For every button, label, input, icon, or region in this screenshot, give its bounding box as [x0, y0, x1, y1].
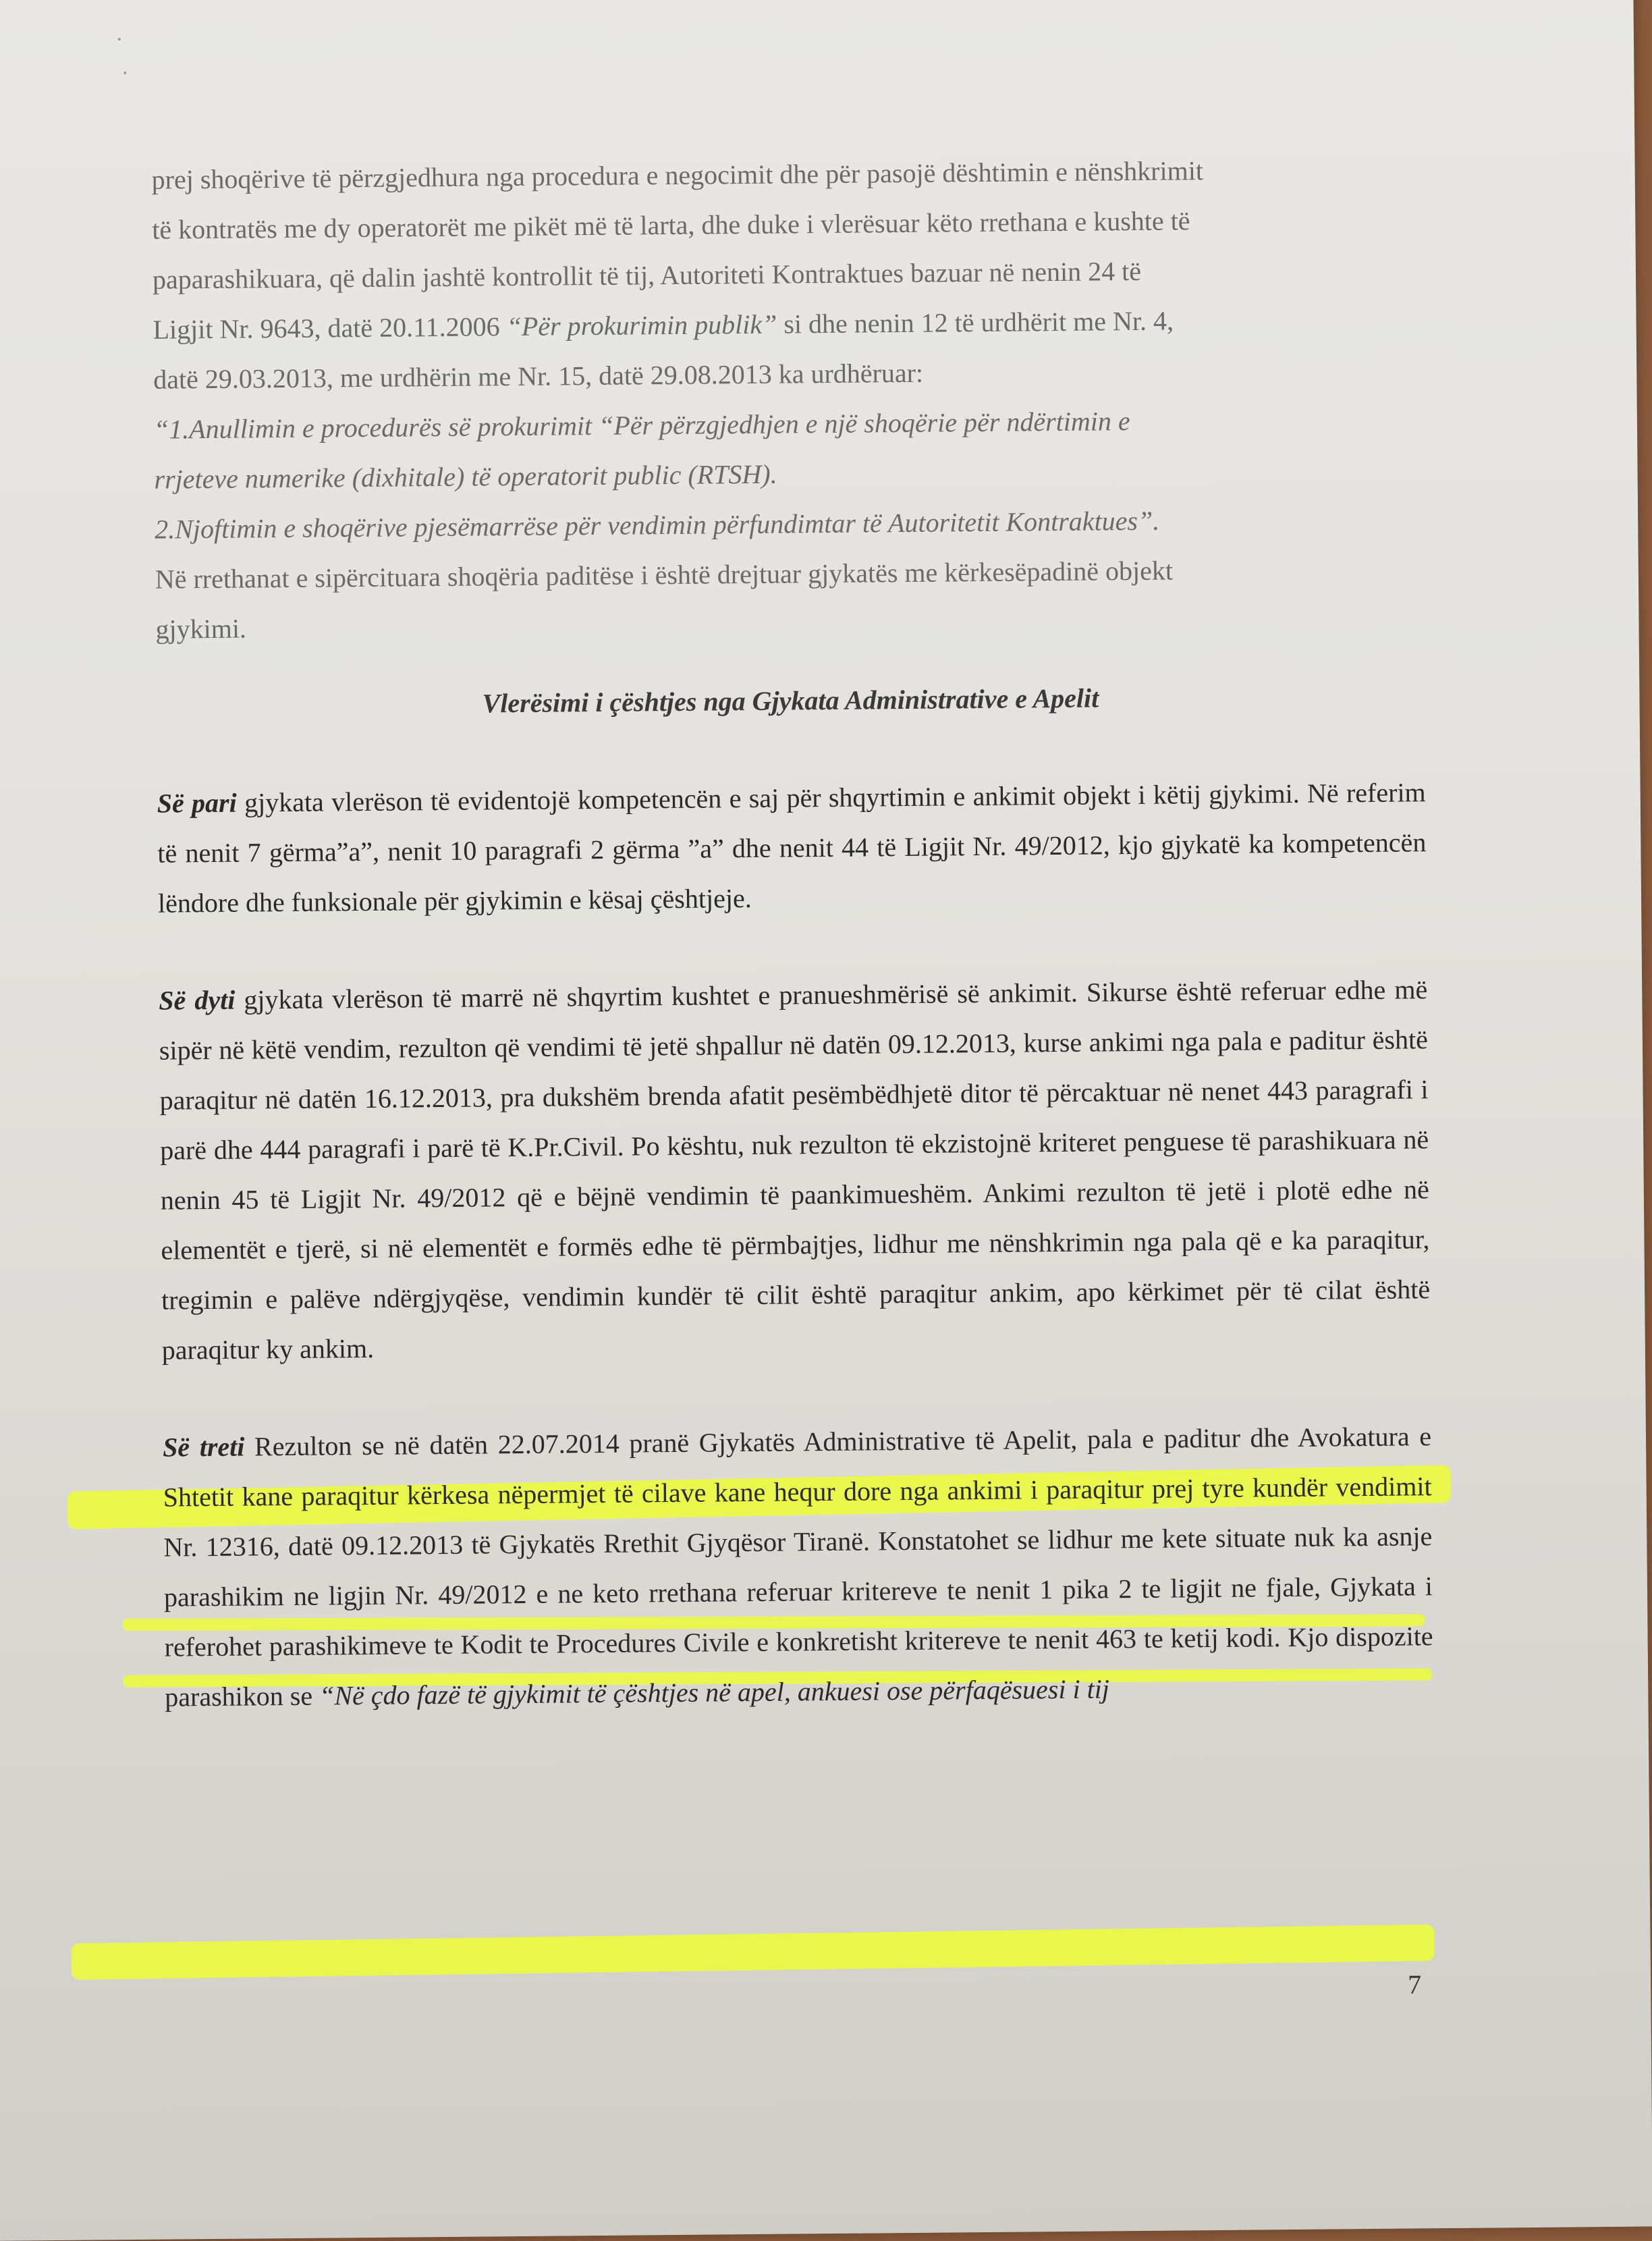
paragraph-second [159, 965, 1431, 1375]
law-title: “Për prokurimin publik” [506, 308, 777, 342]
page-number: 7 [1407, 1969, 1422, 2000]
order-item-2: 2.Njoftimin e shoqërive pjesëmarrëse për vendimin përfundimtar të Autoritetit Kontraktues”. [155, 505, 1160, 545]
paragraph-lead: Së pari [157, 787, 237, 819]
intro-line: prej shoqërive të përzgjedhura nga procedura e negocimit dhe për pasojë dështimin e nënshkrimit [151, 155, 1204, 195]
intro-line: paparashikuara, që dalin jashtë kontrollit të tij, Autoriteti Kontraktues bazuar në nenin 24 të [152, 255, 1142, 295]
order-item-1: “1.Anullimin e procedurës së prokurimit “Për përzgjedhjen e një shoqërie për ndërtimin e [153, 406, 1130, 445]
paper-speck [123, 72, 126, 74]
highlight-band [71, 1924, 1435, 1980]
document-body [151, 144, 1433, 1722]
paragraph-text: gjykata vlerëson të marrë në shqyrtim kushtet e pranueshmërisë së ankimit. Sikurse është referuar edhe më sipër në këtë vendim, rezulton që vendimi të jetë shpallur në datën 09.12.2013, kurse ankimi nga pala e paditur është paraqitur në datën 16.12.2013, pra dukshëm brenda afatit pesëmbëdhjetë ditor të përcaktuar në nenet 443 paragrafi i parë dhe 444 paragrafi i parë të K.Pr.Civil. Po kështu, nuk rezulton të ekzistojnë kriteret penguese të parashikuara në nenin 45 të Ligjit Nr. 49/2012 që e bëjnë vendimin të paankimueshëm. Ankimi rezulton të jetë i plotë edhe në elementët e tjerë, si në elementët e formës edhe të përmbajtjes, lidhur me nënshkrimin nga pala që e ka paraqitur, tregimin e palëve ndërgjyqëse, vendimin kundër të cilit është paraqitur ankim, apo kërkimet për të cilat është paraqitur ky ankim. [159, 974, 1431, 1366]
intro-section [151, 144, 1424, 654]
intro-line: datë 29.03.2013, me urdhërin me Nr. 15, datë 29.08.2013 ka urdhëruar: [153, 357, 924, 395]
law-continuation: si dhe nenin 12 të urdhërit me Nr. 4, [783, 305, 1174, 340]
paper-speck [118, 38, 121, 40]
paragraph-text: gjykata vlerëson të evidentojë kompetencën e saj për shqyrtimin e ankimit objekt i këtij gjykimi. Në referim të nenit 7 gërma”a”, nenit 10 paragrafi 2 gërma ”a” dhe nenit 44 të Ligjit Nr. 49/2012, kjo gjykatë ka kompetencën lëndore dhe funksionale për gjykimin e kësaj çështjeje. [157, 777, 1427, 919]
intro-line: gjykimi. [155, 613, 247, 645]
paragraph-third [163, 1411, 1434, 1722]
intro-line: të kontratës me dy operatorët me pikët më të larta, dhe duke i vlerësuar këto rrethana e kushte të [152, 205, 1190, 245]
paragraph-text: Rezulton se në datën 22.07.2014 pranë Gjykatës Administrative të Apelit, pala e paditur dhe Avokatura e Shtetit kane paraqitur kërkesa nëpermjet të cilave kane hequr dore nga ankimi i paraqitur prej tyre kundër vendimit Nr. 12316, datë 09.12.2013 të Gjykatës Rrethit Gjyqësor Tiranë. Konstatohet se lidhur me kete situate nuk ka asnje parashikim ne ligjin Nr. 49/2012 e ne keto rrethana referuar kritereve te nenit 1 pika 2 te ligjit ne fjale, Gjykata i referohet parashikimeve te Kodit te Procedures Civile e konkretisht kritereve te nenit 463 te ketij kodi. Kjo dispozite parashikon se [163, 1421, 1433, 1712]
paragraph-lead: Së dyti [159, 984, 236, 1016]
intro-line: Në rrethanat e sipërcituara shoqëria paditëse i është drejtuar gjykatës me kërkesëpadinë objekt [155, 555, 1174, 595]
order-item-1-cont: rrjeteve numerike (dixhitale) të operatorit public (RTSH). [154, 458, 777, 495]
law-reference: Ligjit Nr. 9643, datë 20.11.2006 [153, 311, 500, 345]
paragraph-first [157, 767, 1427, 928]
paragraph-lead: Së treti [162, 1431, 245, 1463]
paragraph-quote: “Në çdo fazë të gjykimit të çështjes në apel, ankuesi ose përfaqësuesi i tij [319, 1673, 1110, 1711]
section-heading: Vlerësimi i çështjes nga Gjykata Administrative e Apelit [482, 682, 1099, 719]
